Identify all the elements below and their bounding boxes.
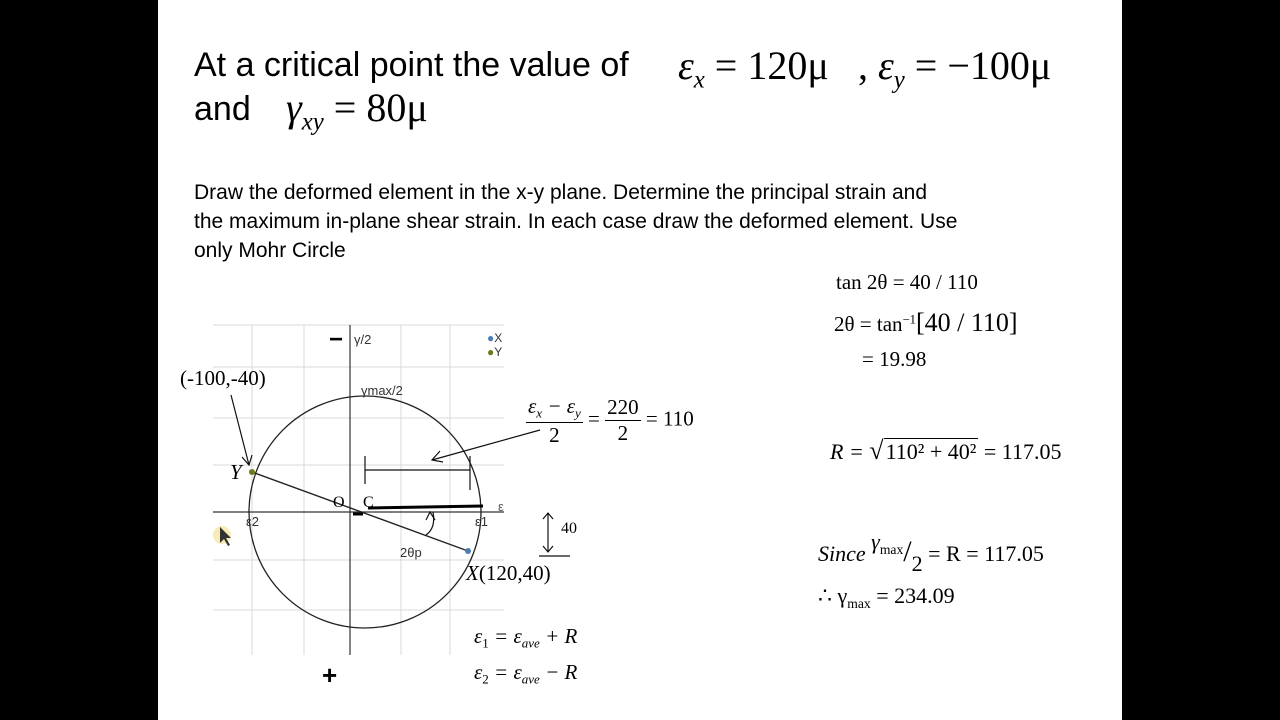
eps-y-equation: , $\varepsilon_y = -100\mu$ <box>858 43 1052 94</box>
axis-gamma-label: γ/2 <box>354 332 372 347</box>
origin-label: O <box>333 494 345 511</box>
gamma-max-result: ∴ $\gamma_{max} = 234.09$ <box>818 583 955 611</box>
instructions: Draw the deformed element in the x-y plane. Determine the principal strain and the maximum in-plane shear strain. In each case draw the deformed element. Use only Mohr Circle <box>194 181 958 262</box>
legend-item-y: ●Y <box>487 345 503 359</box>
point-y-label: Y <box>230 460 242 484</box>
two-theta-p-label: 2θp <box>400 545 422 560</box>
gamma-xy-equation: $\gamma_{xy} = 80\mu$ <box>286 85 428 136</box>
center-to-x-stroke <box>368 506 483 508</box>
eps-x-equation: $\varepsilon_x = 120\mu$ <box>678 43 829 94</box>
point-y-marker <box>249 469 255 475</box>
two-theta-equation: $2\theta = \tan^{-1}[40 / 110]$ <box>834 308 1018 337</box>
two-theta-value: = 19.98 <box>862 347 927 371</box>
epsilon-1-equation: $\varepsilon_1 = \varepsilon_{ave} + R$ <box>474 624 578 651</box>
radius-equation: R = √110² + 40² = 117.05 <box>830 436 1062 465</box>
center-label: C <box>363 494 374 511</box>
label-minus: − <box>329 326 344 353</box>
tan-equation: tan 2θ = 40 / 110 <box>836 270 978 294</box>
point-y-coordinates: (-100,-40) <box>180 366 266 390</box>
title-text: At a critical point the value of <box>194 46 629 84</box>
slide-page <box>158 0 1122 720</box>
epsilon-2-equation: $\varepsilon_2 = \varepsilon_{ave} - R$ <box>474 660 578 687</box>
point-x-marker <box>465 548 471 554</box>
title-and: and <box>194 90 251 128</box>
epsilon-1-label: ε1 <box>475 514 489 529</box>
label-plus: + <box>322 660 338 690</box>
arrow-to-dimension <box>432 430 540 460</box>
arrow-to-point-y <box>231 395 249 465</box>
average-difference-equation: $\frac{\varepsilon_x - \varepsilon_y}{2}$ = $\frac{220}{2}$ = 110 <box>528 394 694 447</box>
arrow-head-dimension <box>432 451 443 462</box>
gamma-max-label: γmax/2 <box>361 383 403 398</box>
epsilon-axis-label: ε <box>498 499 504 514</box>
legend-item-x: ●X <box>487 331 503 345</box>
mouse-cursor-icon <box>213 526 231 546</box>
point-x-coordinates: X(120,40) <box>466 561 551 585</box>
dimension-110 <box>365 456 470 490</box>
since-equation: Since $\gamma_{max}/2 = R = 117.05$ <box>818 529 1044 576</box>
chart-legend <box>487 331 502 359</box>
mohr-circle-diagram <box>158 0 1122 720</box>
dimension-40-label: 40 <box>561 520 577 537</box>
epsilon-2-label: ε2 <box>246 514 260 529</box>
